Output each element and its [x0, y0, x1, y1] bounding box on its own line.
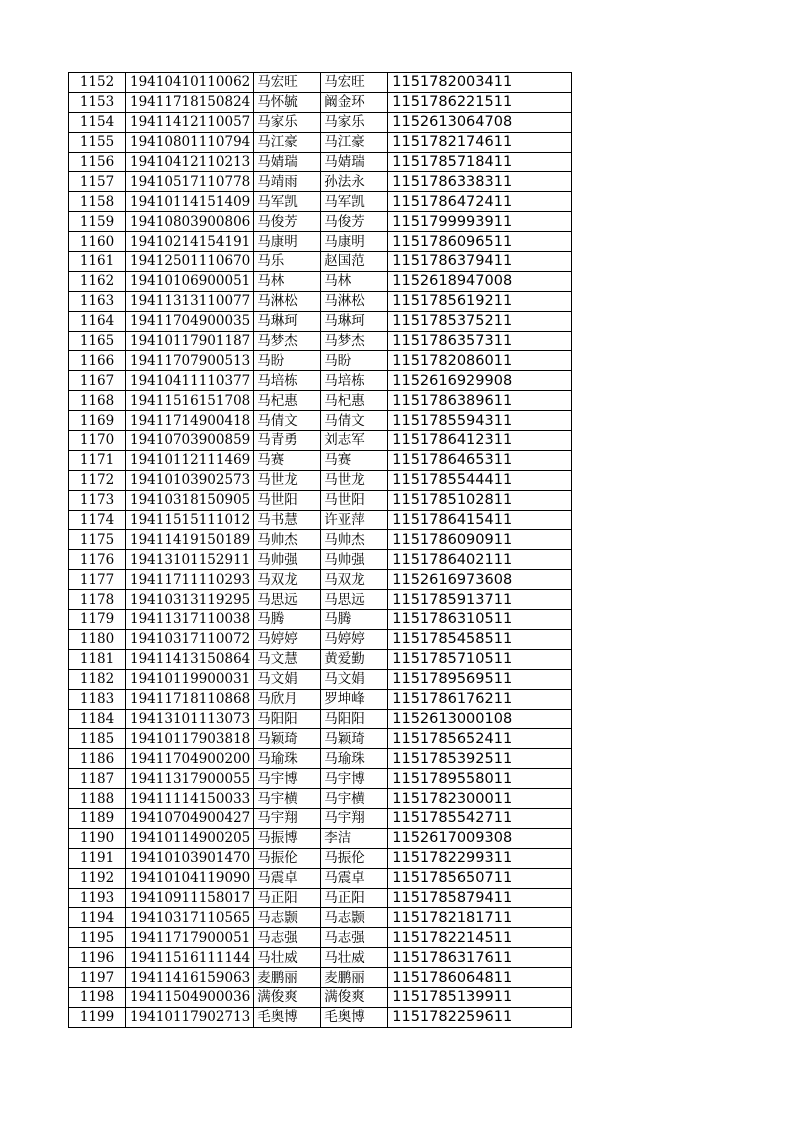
account-number-cell: 1151782086011 [388, 351, 572, 371]
payer-name-cell: 马康明 [321, 232, 388, 252]
student-name-cell: 马家乐 [254, 112, 321, 132]
student-name-cell: 马杞惠 [254, 391, 321, 411]
account-number-cell: 1151785718411 [388, 152, 572, 172]
payer-name-cell: 马婷婷 [321, 629, 388, 649]
row-number-cell: 1153 [69, 92, 126, 112]
payer-name-cell: 马林 [321, 271, 388, 291]
exam-id-cell: 19411515111012 [126, 510, 254, 530]
payer-name-cell: 毛奥博 [321, 1007, 388, 1027]
student-name-cell: 马青勇 [254, 431, 321, 451]
student-name-cell: 马江豪 [254, 132, 321, 152]
exam-id-cell: 19411704900200 [126, 749, 254, 769]
table-row [69, 351, 572, 371]
student-name-cell: 马双龙 [254, 570, 321, 590]
row-number-cell: 1161 [69, 252, 126, 272]
payer-name-cell: 马培栋 [321, 371, 388, 391]
row-number-cell: 1194 [69, 908, 126, 928]
account-number-cell: 1151786310511 [388, 610, 572, 630]
table-row [69, 232, 572, 252]
student-name-cell: 马阳阳 [254, 709, 321, 729]
table-row [69, 848, 572, 868]
exam-id-cell: 19412501110670 [126, 252, 254, 272]
row-number-cell: 1159 [69, 212, 126, 232]
row-number-cell: 1172 [69, 470, 126, 490]
account-number-cell: 1151782174611 [388, 132, 572, 152]
table-row [69, 789, 572, 809]
payer-name-cell: 马淋松 [321, 291, 388, 311]
row-number-cell: 1190 [69, 828, 126, 848]
payer-name-cell: 马帅强 [321, 550, 388, 570]
exam-id-cell: 19410112111469 [126, 450, 254, 470]
exam-id-cell: 19410517110778 [126, 172, 254, 192]
student-name-cell: 马梦杰 [254, 331, 321, 351]
row-number-cell: 1191 [69, 848, 126, 868]
row-number-cell: 1185 [69, 729, 126, 749]
payer-name-cell: 马宇博 [321, 769, 388, 789]
table-row [69, 530, 572, 550]
exam-id-cell: 19410114151409 [126, 192, 254, 212]
student-name-cell: 马帅强 [254, 550, 321, 570]
student-name-cell: 马赛 [254, 450, 321, 470]
table-row [69, 669, 572, 689]
exam-id-cell: 19410119900031 [126, 669, 254, 689]
table-row [69, 132, 572, 152]
table-row [69, 610, 572, 630]
exam-id-cell: 19410803900806 [126, 212, 254, 232]
account-number-cell: 1151785375211 [388, 311, 572, 331]
table-row [69, 808, 572, 828]
student-name-cell: 马宏旺 [254, 73, 321, 93]
account-number-cell: 1151786338311 [388, 172, 572, 192]
student-name-cell: 马书慧 [254, 510, 321, 530]
payer-name-cell: 马琳珂 [321, 311, 388, 331]
payer-name-cell: 孙法永 [321, 172, 388, 192]
account-number-cell: 1151789558011 [388, 769, 572, 789]
table-row [69, 490, 572, 510]
student-name-cell: 马世龙 [254, 470, 321, 490]
payer-name-cell: 马江豪 [321, 132, 388, 152]
table-row [69, 291, 572, 311]
account-number-cell: 1151785913711 [388, 590, 572, 610]
account-number-cell: 1151786357311 [388, 331, 572, 351]
student-name-cell: 马靖雨 [254, 172, 321, 192]
student-name-cell: 马志颢 [254, 908, 321, 928]
table-row [69, 689, 572, 709]
account-number-cell: 1151786064811 [388, 968, 572, 988]
table-row [69, 749, 572, 769]
payer-name-cell: 马倩文 [321, 411, 388, 431]
student-name-cell: 马倩文 [254, 411, 321, 431]
row-number-cell: 1189 [69, 808, 126, 828]
table-row [69, 391, 572, 411]
table-row [69, 729, 572, 749]
payer-name-cell: 马军凯 [321, 192, 388, 212]
payer-name-cell: 马瑜珠 [321, 749, 388, 769]
student-name-cell: 马颖琦 [254, 729, 321, 749]
table-row [69, 550, 572, 570]
row-number-cell: 1173 [69, 490, 126, 510]
row-number-cell: 1177 [69, 570, 126, 590]
row-number-cell: 1182 [69, 669, 126, 689]
student-name-cell: 马淋松 [254, 291, 321, 311]
row-number-cell: 1192 [69, 868, 126, 888]
row-number-cell: 1176 [69, 550, 126, 570]
row-number-cell: 1163 [69, 291, 126, 311]
payer-name-cell: 马婧瑞 [321, 152, 388, 172]
account-number-cell: 1151786472411 [388, 192, 572, 212]
account-number-cell: 1151782259611 [388, 1007, 572, 1027]
student-name-cell: 马宇博 [254, 769, 321, 789]
table-row [69, 908, 572, 928]
account-number-cell: 1152613064708 [388, 112, 572, 132]
payer-name-cell: 马双龙 [321, 570, 388, 590]
row-number-cell: 1187 [69, 769, 126, 789]
exam-id-cell: 19411711110293 [126, 570, 254, 590]
account-number-cell: 1151782214511 [388, 928, 572, 948]
row-number-cell: 1180 [69, 629, 126, 649]
payer-name-cell: 马赛 [321, 450, 388, 470]
row-number-cell: 1170 [69, 431, 126, 451]
exam-id-cell: 19411707900513 [126, 351, 254, 371]
account-number-cell: 1151786412311 [388, 431, 572, 451]
table-row [69, 987, 572, 1007]
row-number-cell: 1162 [69, 271, 126, 291]
table-row [69, 968, 572, 988]
account-number-cell: 1151782181711 [388, 908, 572, 928]
exam-id-cell: 19410703900859 [126, 431, 254, 451]
table-row [69, 192, 572, 212]
payer-name-cell: 许亚萍 [321, 510, 388, 530]
exam-id-cell: 19410317110072 [126, 629, 254, 649]
table-row [69, 112, 572, 132]
table-body [69, 73, 572, 1028]
student-name-cell: 马盼 [254, 351, 321, 371]
table-row [69, 311, 572, 331]
table-row [69, 868, 572, 888]
account-number-cell: 1151785619211 [388, 291, 572, 311]
row-number-cell: 1179 [69, 610, 126, 630]
payer-name-cell: 马宇翔 [321, 808, 388, 828]
account-number-cell: 1151785542711 [388, 808, 572, 828]
exam-id-cell: 19410114900205 [126, 828, 254, 848]
exam-id-cell: 19410104119090 [126, 868, 254, 888]
payer-name-cell: 马腾 [321, 610, 388, 630]
account-number-cell: 1151785139911 [388, 987, 572, 1007]
payer-name-cell: 阚金环 [321, 92, 388, 112]
student-name-cell: 麦鹏丽 [254, 968, 321, 988]
account-number-cell: 1151785544411 [388, 470, 572, 490]
student-name-cell: 马志强 [254, 928, 321, 948]
row-number-cell: 1167 [69, 371, 126, 391]
table-row [69, 152, 572, 172]
row-number-cell: 1152 [69, 73, 126, 93]
student-name-cell: 马文慧 [254, 649, 321, 669]
student-name-cell: 马琳珂 [254, 311, 321, 331]
account-number-cell: 1151785879411 [388, 888, 572, 908]
table-row [69, 948, 572, 968]
student-name-cell: 马婧瑞 [254, 152, 321, 172]
payer-name-cell: 马震卓 [321, 868, 388, 888]
table-row [69, 649, 572, 669]
exam-id-cell: 19411313110077 [126, 291, 254, 311]
student-name-cell: 马宇翔 [254, 808, 321, 828]
account-number-cell: 1152618947008 [388, 271, 572, 291]
exam-id-cell: 19411718150824 [126, 92, 254, 112]
table-row [69, 928, 572, 948]
student-name-cell: 马欣月 [254, 689, 321, 709]
student-name-cell: 马振博 [254, 828, 321, 848]
exam-id-cell: 19411419150189 [126, 530, 254, 550]
row-number-cell: 1197 [69, 968, 126, 988]
payer-name-cell: 马振伦 [321, 848, 388, 868]
account-number-cell: 1152617009308 [388, 828, 572, 848]
table-row [69, 769, 572, 789]
student-name-cell: 马俊芳 [254, 212, 321, 232]
exam-id-cell: 19411504900036 [126, 987, 254, 1007]
payer-name-cell: 马梦杰 [321, 331, 388, 351]
payer-name-cell: 马思远 [321, 590, 388, 610]
row-number-cell: 1183 [69, 689, 126, 709]
exam-id-cell: 19411317900055 [126, 769, 254, 789]
payer-name-cell: 马俊芳 [321, 212, 388, 232]
table-row [69, 212, 572, 232]
row-number-cell: 1195 [69, 928, 126, 948]
payer-name-cell: 马家乐 [321, 112, 388, 132]
exam-id-cell: 19410412110213 [126, 152, 254, 172]
student-account-table [68, 72, 572, 1028]
table-row [69, 450, 572, 470]
exam-id-cell: 19413101152911 [126, 550, 254, 570]
student-name-cell: 马宇横 [254, 789, 321, 809]
payer-name-cell: 马正阳 [321, 888, 388, 908]
table-row [69, 570, 572, 590]
table-row [69, 431, 572, 451]
payer-name-cell: 刘志军 [321, 431, 388, 451]
student-name-cell: 满俊爽 [254, 987, 321, 1007]
exam-id-cell: 19410317110565 [126, 908, 254, 928]
row-number-cell: 1198 [69, 987, 126, 1007]
row-number-cell: 1181 [69, 649, 126, 669]
student-name-cell: 马康明 [254, 232, 321, 252]
table-row [69, 172, 572, 192]
student-name-cell: 马文娟 [254, 669, 321, 689]
row-number-cell: 1184 [69, 709, 126, 729]
row-number-cell: 1188 [69, 789, 126, 809]
exam-id-cell: 19410117903818 [126, 729, 254, 749]
account-number-cell: 1151782299311 [388, 848, 572, 868]
exam-id-cell: 19410318150905 [126, 490, 254, 510]
student-name-cell: 毛奥博 [254, 1007, 321, 1027]
account-number-cell: 1151786096511 [388, 232, 572, 252]
table-row [69, 629, 572, 649]
table-row [69, 888, 572, 908]
account-number-cell: 1151785710511 [388, 649, 572, 669]
account-number-cell: 1151789569511 [388, 669, 572, 689]
row-number-cell: 1154 [69, 112, 126, 132]
row-number-cell: 1199 [69, 1007, 126, 1027]
row-number-cell: 1157 [69, 172, 126, 192]
student-name-cell: 马震卓 [254, 868, 321, 888]
exam-id-cell: 19411413150864 [126, 649, 254, 669]
exam-id-cell: 19411516111144 [126, 948, 254, 968]
exam-id-cell: 19411714900418 [126, 411, 254, 431]
exam-id-cell: 19411416159063 [126, 968, 254, 988]
account-number-cell: 1151786176211 [388, 689, 572, 709]
row-number-cell: 1158 [69, 192, 126, 212]
payer-name-cell: 马宇横 [321, 789, 388, 809]
exam-id-cell: 19410411110377 [126, 371, 254, 391]
account-number-cell: 1152616973608 [388, 570, 572, 590]
exam-id-cell: 19410117902713 [126, 1007, 254, 1027]
exam-id-cell: 19410911158017 [126, 888, 254, 908]
row-number-cell: 1160 [69, 232, 126, 252]
account-number-cell: 1151785652411 [388, 729, 572, 749]
row-number-cell: 1196 [69, 948, 126, 968]
account-number-cell: 1151786317611 [388, 948, 572, 968]
student-name-cell: 马乐 [254, 252, 321, 272]
payer-name-cell: 罗坤峰 [321, 689, 388, 709]
account-number-cell: 1151782003411 [388, 73, 572, 93]
account-number-cell: 1151786379411 [388, 252, 572, 272]
student-name-cell: 马婷婷 [254, 629, 321, 649]
row-number-cell: 1168 [69, 391, 126, 411]
payer-name-cell: 马世阳 [321, 490, 388, 510]
row-number-cell: 1166 [69, 351, 126, 371]
student-name-cell: 马帅杰 [254, 530, 321, 550]
payer-name-cell: 马宏旺 [321, 73, 388, 93]
row-number-cell: 1186 [69, 749, 126, 769]
payer-name-cell: 马壮威 [321, 948, 388, 968]
exam-id-cell: 19411412110057 [126, 112, 254, 132]
payer-name-cell: 马志强 [321, 928, 388, 948]
student-name-cell: 马振伦 [254, 848, 321, 868]
account-number-cell: 1151785392511 [388, 749, 572, 769]
student-name-cell: 马林 [254, 271, 321, 291]
student-name-cell: 马军凯 [254, 192, 321, 212]
row-number-cell: 1155 [69, 132, 126, 152]
payer-name-cell: 赵国范 [321, 252, 388, 272]
row-number-cell: 1169 [69, 411, 126, 431]
exam-id-cell: 19413101113073 [126, 709, 254, 729]
student-name-cell: 马培栋 [254, 371, 321, 391]
account-number-cell: 1151786090911 [388, 530, 572, 550]
student-name-cell: 马怀毓 [254, 92, 321, 112]
exam-id-cell: 19411717900051 [126, 928, 254, 948]
table-row [69, 709, 572, 729]
account-number-cell: 1152616929908 [388, 371, 572, 391]
exam-id-cell: 19410801110794 [126, 132, 254, 152]
payer-name-cell: 马志颢 [321, 908, 388, 928]
account-number-cell: 1151785458511 [388, 629, 572, 649]
exam-id-cell: 19410313119295 [126, 590, 254, 610]
exam-id-cell: 19411718110868 [126, 689, 254, 709]
payer-name-cell: 麦鹏丽 [321, 968, 388, 988]
payer-name-cell: 李洁 [321, 828, 388, 848]
table-row [69, 411, 572, 431]
account-number-cell: 1151799993911 [388, 212, 572, 232]
account-number-cell: 1151786221511 [388, 92, 572, 112]
row-number-cell: 1156 [69, 152, 126, 172]
exam-id-cell: 19410106900051 [126, 271, 254, 291]
payer-name-cell: 马世龙 [321, 470, 388, 490]
student-name-cell: 马思远 [254, 590, 321, 610]
table-row [69, 271, 572, 291]
payer-name-cell: 马帅杰 [321, 530, 388, 550]
payer-name-cell: 马盼 [321, 351, 388, 371]
table-row [69, 331, 572, 351]
table-row [69, 828, 572, 848]
student-name-cell: 马正阳 [254, 888, 321, 908]
exam-id-cell: 19410117901187 [126, 331, 254, 351]
row-number-cell: 1164 [69, 311, 126, 331]
exam-id-cell: 19410704900427 [126, 808, 254, 828]
row-number-cell: 1175 [69, 530, 126, 550]
table-row [69, 252, 572, 272]
table-row [69, 371, 572, 391]
row-number-cell: 1165 [69, 331, 126, 351]
account-number-cell: 1151785594311 [388, 411, 572, 431]
student-name-cell: 马壮威 [254, 948, 321, 968]
payer-name-cell: 马颖琦 [321, 729, 388, 749]
row-number-cell: 1193 [69, 888, 126, 908]
account-number-cell: 1151786415411 [388, 510, 572, 530]
account-number-cell: 1151785650711 [388, 868, 572, 888]
account-number-cell: 1151785102811 [388, 490, 572, 510]
payer-name-cell: 黄爱勤 [321, 649, 388, 669]
student-name-cell: 马腾 [254, 610, 321, 630]
table-row [69, 73, 572, 93]
exam-id-cell: 19410103902573 [126, 470, 254, 490]
exam-id-cell: 19411317110038 [126, 610, 254, 630]
account-number-cell: 1151786465311 [388, 450, 572, 470]
exam-id-cell: 19410103901470 [126, 848, 254, 868]
exam-id-cell: 19410410110062 [126, 73, 254, 93]
student-name-cell: 马世阳 [254, 490, 321, 510]
table-row [69, 1007, 572, 1027]
exam-id-cell: 19411114150033 [126, 789, 254, 809]
account-number-cell: 1152613000108 [388, 709, 572, 729]
table-row [69, 510, 572, 530]
payer-name-cell: 马杞惠 [321, 391, 388, 411]
student-name-cell: 马瑜珠 [254, 749, 321, 769]
table-row [69, 92, 572, 112]
exam-id-cell: 19410214154191 [126, 232, 254, 252]
table-row [69, 470, 572, 490]
row-number-cell: 1171 [69, 450, 126, 470]
row-number-cell: 1178 [69, 590, 126, 610]
account-number-cell: 1151786402111 [388, 550, 572, 570]
payer-name-cell: 马阳阳 [321, 709, 388, 729]
exam-id-cell: 19411516151708 [126, 391, 254, 411]
account-number-cell: 1151786389611 [388, 391, 572, 411]
table-row [69, 590, 572, 610]
row-number-cell: 1174 [69, 510, 126, 530]
payer-name-cell: 马文娟 [321, 669, 388, 689]
payer-name-cell: 满俊爽 [321, 987, 388, 1007]
exam-id-cell: 19411704900035 [126, 311, 254, 331]
account-number-cell: 1151782300011 [388, 789, 572, 809]
